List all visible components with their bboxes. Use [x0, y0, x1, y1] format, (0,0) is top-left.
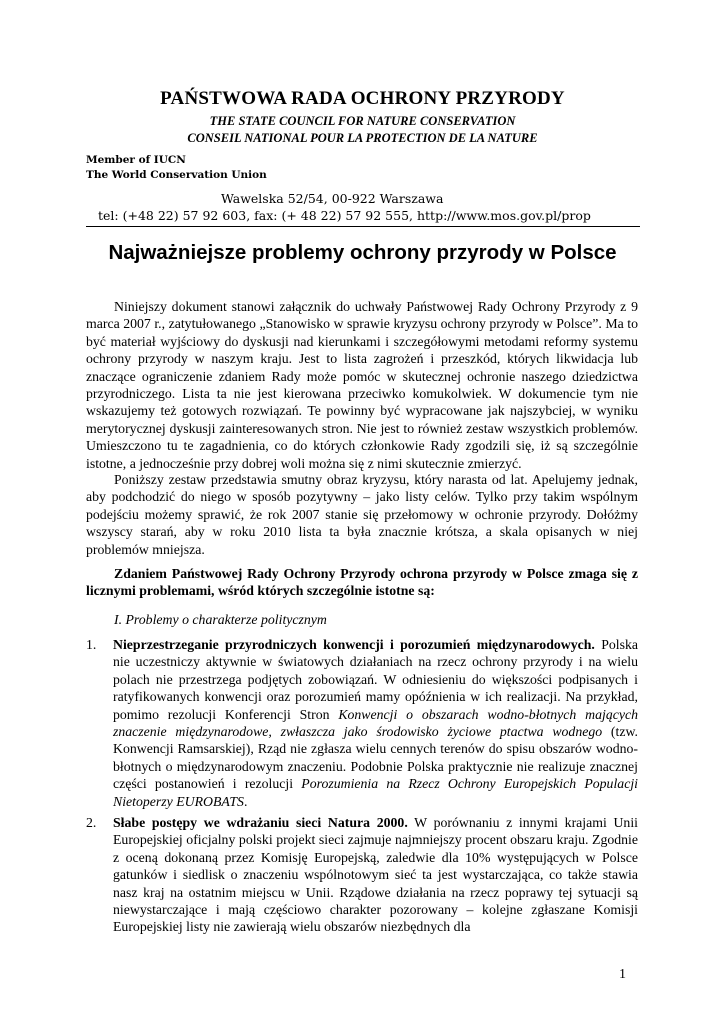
list-item-heading: Nieprzestrzeganie przyrodniczych konwencji i porozumień międzynarodowych. [113, 637, 595, 652]
problems-lead-paragraph: Zdaniem Państwowej Rady Ochrony Przyrody ochrona przyrody w Polsce zmaga się z licznymi problemami, wśród których szczególnie istotne są: [86, 566, 638, 599]
list-item-heading: Słabe postępy we wdrażaniu sieci Natura 2000. [113, 815, 408, 830]
page-number: 1 [619, 967, 626, 982]
council-name-polish [0, 88, 725, 110]
list-item-text [113, 636, 638, 810]
header-divider [86, 226, 640, 227]
eurobats-agreement-name: Porozumienia na Rzecz Ochrony Europejskich Populacji Nietoperzy EUROBATS [113, 776, 638, 809]
list-item-number: 2. [86, 815, 97, 830]
list-item-end: . [243, 793, 248, 809]
world-conservation-union: The World Conservation Union [86, 169, 267, 181]
list-item-body: W porównaniu z innymi krajami Unii Europejskiej oficjalny polski projekt sieci zajmuje najmniejszy procent obszaru kraju. Zgodnie z oceną dokonaną przez Komisję Europejską, zaledwie dla 10% występujących w Polsce gatunków i siedlisk o znaczeniu wspólnotowym sieć ta jest wystarczająca, co także stawia nasz kraj na ostatnim miejscu w Unii. Rządowe działania na rzecz poprawy tej sytuacji są niewystarczające i mają częściowo charakter pozorowany – kolejne zgłaszane Komisji Europejskiej listy nie zawierają wielu obszarów niezbędnych dla [113, 815, 638, 935]
list-item-text [113, 814, 638, 936]
council-name-text: PAŃSTWOWA RADA OCHRONY PRZYRODY [160, 88, 565, 109]
member-of-iucn: Member of IUCN [86, 154, 186, 166]
section-heading: I. Problemy o charakterze politycznym [114, 612, 327, 627]
appeal-paragraph: Poniższy zestaw przedstawia smutny obraz kryzysu, który narasta od lat. Apelujemy jednak, aby podchodzić do niego w sposób pozytywny – jako listy celów. Tylko przy takim wspólnym podejściu możemy sprawić, że rok 2007 stanie się przełomowy w ochronie przyrody. Dołóżmy wszyscy starań, aby w roku 2010 lista ta była znacznie krótsza, a skala opisanych w niej problemów mniejsza. [86, 472, 638, 557]
council-name-french: CONSEIL NATIONAL POUR LA PROTECTION DE LA NATURE [187, 131, 538, 145]
list-item-body: Polska nie uczestniczy aktywnie w światowych działaniach na rzecz ochrony przyrody i na wielu polach nie przestrzega podjętych zobowiązań. W odniesieniu do większości podpisanych i ratyfikowanych konwencji oraz porozumień mamy opóźnienia w ich realizacji. Na przykład, pomimo rezolucji Konferencji Stron [113, 637, 638, 722]
list-item-number: 1. [86, 637, 97, 652]
council-name-english: THE STATE COUNCIL FOR NATURE CONSERVATION [209, 114, 516, 128]
postal-address: Wawelska 52/54, 00-922 Warszawa [221, 191, 444, 206]
intro-paragraph: Niniejszy dokument stanowi załącznik do uchwały Państwowej Rady Ochrony Przyrody z 9 marca 2007 r., zatytułowanego „Stanowisko w sprawie kryzysu ochrony przyrody w Polsce”. Ma to być materiał wyjściowy do dyskusji nad kierunkami i szczegółowymi metodami reformy systemu ochrony przyrody w naszym kraju. Jest to lista zagrożeń i przeszkód, których likwidacja lub znaczące ograniczenie zdaniem Rady może pomóc w skutecznej ochronie naszego dziedzictwa przyrodniczego. Lista ta nie jest kierowana przeciwko komukolwiek. W dokumencie tym nie wskazujemy też gotowych rozwiązań. Te powinny być wypracowane jak najszybciej, w wyniku merytorycznej dyskusji zainteresowanych stron. Nie jest to również zestaw wszystkich problemów. Umieszczono tu te zagadnienia, co do których członkowie Rady zgodzili się, iż są szczególnie istotne, a jednocześnie przy dobrej woli można się z nimi skutecznie zmierzyć. [86, 299, 638, 471]
contact-line: tel: (+48 22) 57 92 603, fax: (+ 48 22) 57 92 555, http://www.mos.gov.pl/prop [98, 208, 591, 223]
document-title: Najważniejsze problemy ochrony przyrody w Polsce [108, 241, 617, 264]
ramsar-convention-name: Konwencji o obszarach wodno-błotnych mających znaczenie międzynarodowe, zwłaszcza jako środowisko życiowe ptactwa wodnego [113, 706, 638, 740]
list-item-body-cont: (tzw. Konwencji Ramsarskiej), Rząd nie zgłasza wielu cennych terenów do spisu obszarów wodno-błotnych o międzynarodowym znaczeniu. Podobnie Polska praktycznie nie realizuje znacznej części postanowień i rezolucji [113, 724, 638, 792]
